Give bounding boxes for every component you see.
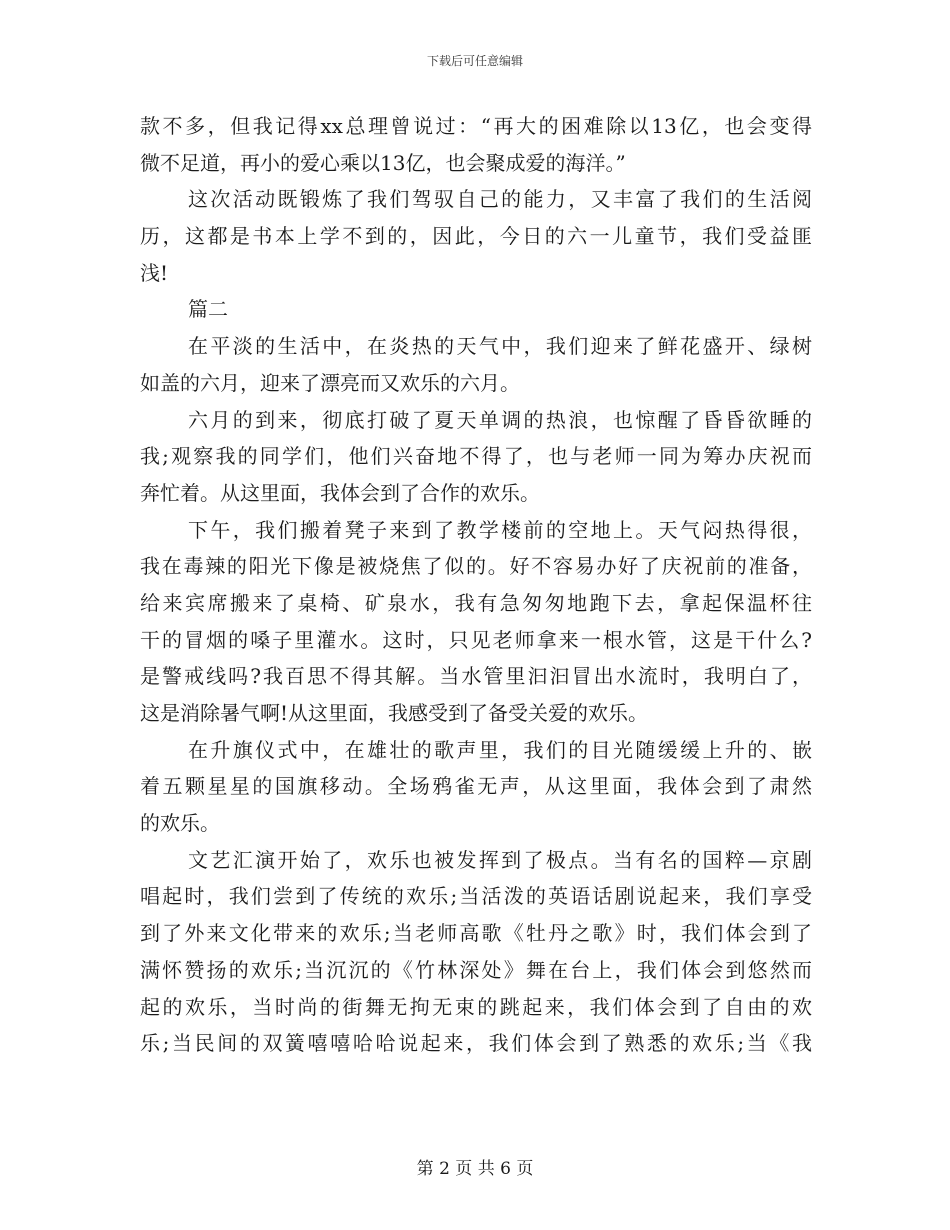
text-line: 我;观察我的同学们，他们兴奋地不得了，也与老师一同为筹办庆祝而 [140,444,812,469]
text-line: 干的冒烟的嗓子里灌水。这时，只见老师拿来一根水管，这是干什么? [140,627,812,652]
text-line: 的欢乐。 [140,811,220,836]
text-line: 篇二 [188,297,228,322]
text-line: 这是消除暑气啊!从这里面，我感受到了备受关爱的欢乐。 [140,701,649,725]
document-body [140,108,812,1062]
text-line: 唱起时，我们尝到了传统的欢乐;当活泼的英语话剧说起来，我们享受 [140,884,812,909]
text-line: 浅! [140,260,169,285]
text-line: 乐;当民间的双簧嘻嘻哈哈说起来，我们体会到了熟悉的欢乐;当《我 [140,1031,812,1056]
text-line: 到了外来文化带来的欢乐;当老师高歌《牡丹之歌》时，我们体会到了 [140,921,812,946]
text-line: 如盖的六月，迎来了漂亮而又欢乐的六月。 [140,370,520,395]
text-line: 这次活动既锻炼了我们驾驭自己的能力，又丰富了我们的生活阅 [188,187,812,212]
text-line: 文艺汇演开始了，欢乐也被发挥到了极点。当有名的国粹—京剧 [188,847,812,872]
text-line: 微不足道，再小的爱心乘以13亿，也会聚成爱的海洋。” [140,150,626,175]
text-line: 奔忙着。从这里面，我体会到了合作的欢乐。 [140,480,540,505]
text-line: 着五颗星星的国旗移动。全场鸦雀无声，从这里面，我体会到了肃然 [140,774,812,799]
text-line: 给来宾席搬来了桌椅、矿泉水，我有急匆匆地跑下去，拿起保温杯往 [140,590,812,615]
text-line: 满怀赞扬的欢乐;当沉沉的《竹林深处》舞在台上，我们体会到悠然而 [140,957,812,982]
text-line: 款不多，但我记得xx总理曾说过：“再大的困难除以13亿，也会变得 [140,114,812,138]
text-line: 是警戒线吗?我百思不得其解。当水管里汩汩冒出水流时，我明白了， [140,664,812,689]
header-note: 下载后可任意编辑 [426,54,523,68]
text-line: 历，这都是书本上学不到的，因此，今日的六一儿童节，我们受益匪 [140,224,812,249]
text-line: 在平淡的生活中，在炎热的天气中，我们迎来了鲜花盛开、绿树 [188,334,812,359]
page-number: 第 2 页 共 6 页 [416,1159,534,1179]
text-line: 起的欢乐，当时尚的街舞无拘无束的跳起来，我们体会到了自由的欢 [140,994,812,1019]
text-line: 下午，我们搬着凳子来到了教学楼前的空地上。天气闷热得很， [188,517,812,542]
text-line: 在升旗仪式中，在雄壮的歌声里，我们的目光随缓缓上升的、嵌 [188,737,812,762]
text-line: 我在毒辣的阳光下像是被烧焦了似的。好不容易办好了庆祝前的准备， [140,554,812,579]
text-line: 六月的到来，彻底打破了夏天单调的热浪，也惊醒了昏昏欲睡的 [188,407,812,432]
